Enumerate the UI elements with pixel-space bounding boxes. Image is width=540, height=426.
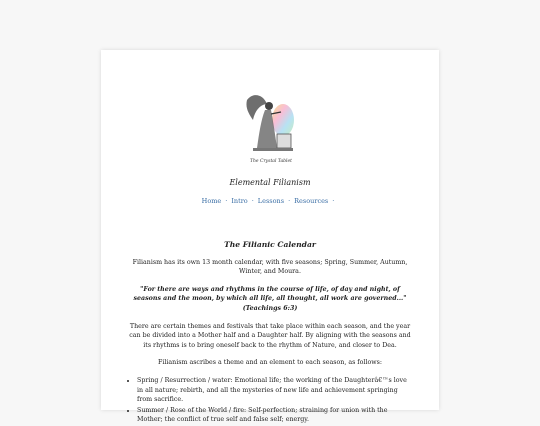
nav-intro[interactable]: Intro [231, 197, 248, 205]
content-card [101, 50, 439, 424]
season-list [127, 376, 413, 425]
nav-resources[interactable]: Resources [294, 197, 329, 205]
nav-separator: · [332, 197, 335, 205]
list-item: • Spring / Resurrection / water: Emotional life; the working of the Daughterâ€™s love in all nature; rebirth, and all the mysteries of new life and achievement springing from sacrifice. [137, 376, 413, 405]
nav-home[interactable]: Home [201, 197, 222, 205]
article-paragraph: Filianism has its own 13 month calendar, with five seasons; Spring, Summer, Autumn, Winter, and Moura. [132, 258, 408, 276]
nav-separator: · [251, 197, 254, 205]
nav-separator: · [225, 197, 228, 205]
nav-separator: · [288, 197, 291, 205]
list-item: • Summer / Rose of the World / fire: Self-perfection; straining for union with the Mother; the conflict of true self and false self; energy. [137, 406, 413, 425]
article [127, 240, 413, 426]
logo-caption: The Crystal Tablet [250, 159, 292, 164]
article-paragraph: There are certain themes and festivals that take place within each season, and the year can be divided into a Mother half and a Daughter half. By aligning with the seasons and its rhythms is to bring oneself back to the rhythm of Nature, and closer to Dea. [129, 322, 411, 349]
main-nav [101, 197, 439, 205]
article-heading: The Filianic Calendar [224, 240, 316, 249]
crystal-tablet-logo [239, 90, 303, 168]
article-paragraph: Filianism ascribes a theme and an element to each season, as follows: [158, 359, 382, 367]
site-title: Elemental Filianism [229, 178, 311, 187]
nav-lessons[interactable]: Lessons [257, 197, 285, 205]
article-quote: "For there are ways and rhythms in the course of life, of day and night, of seasons and the moon, by which all life, all thought, all work are governed..." (Teachings 6:3) [133, 285, 407, 312]
